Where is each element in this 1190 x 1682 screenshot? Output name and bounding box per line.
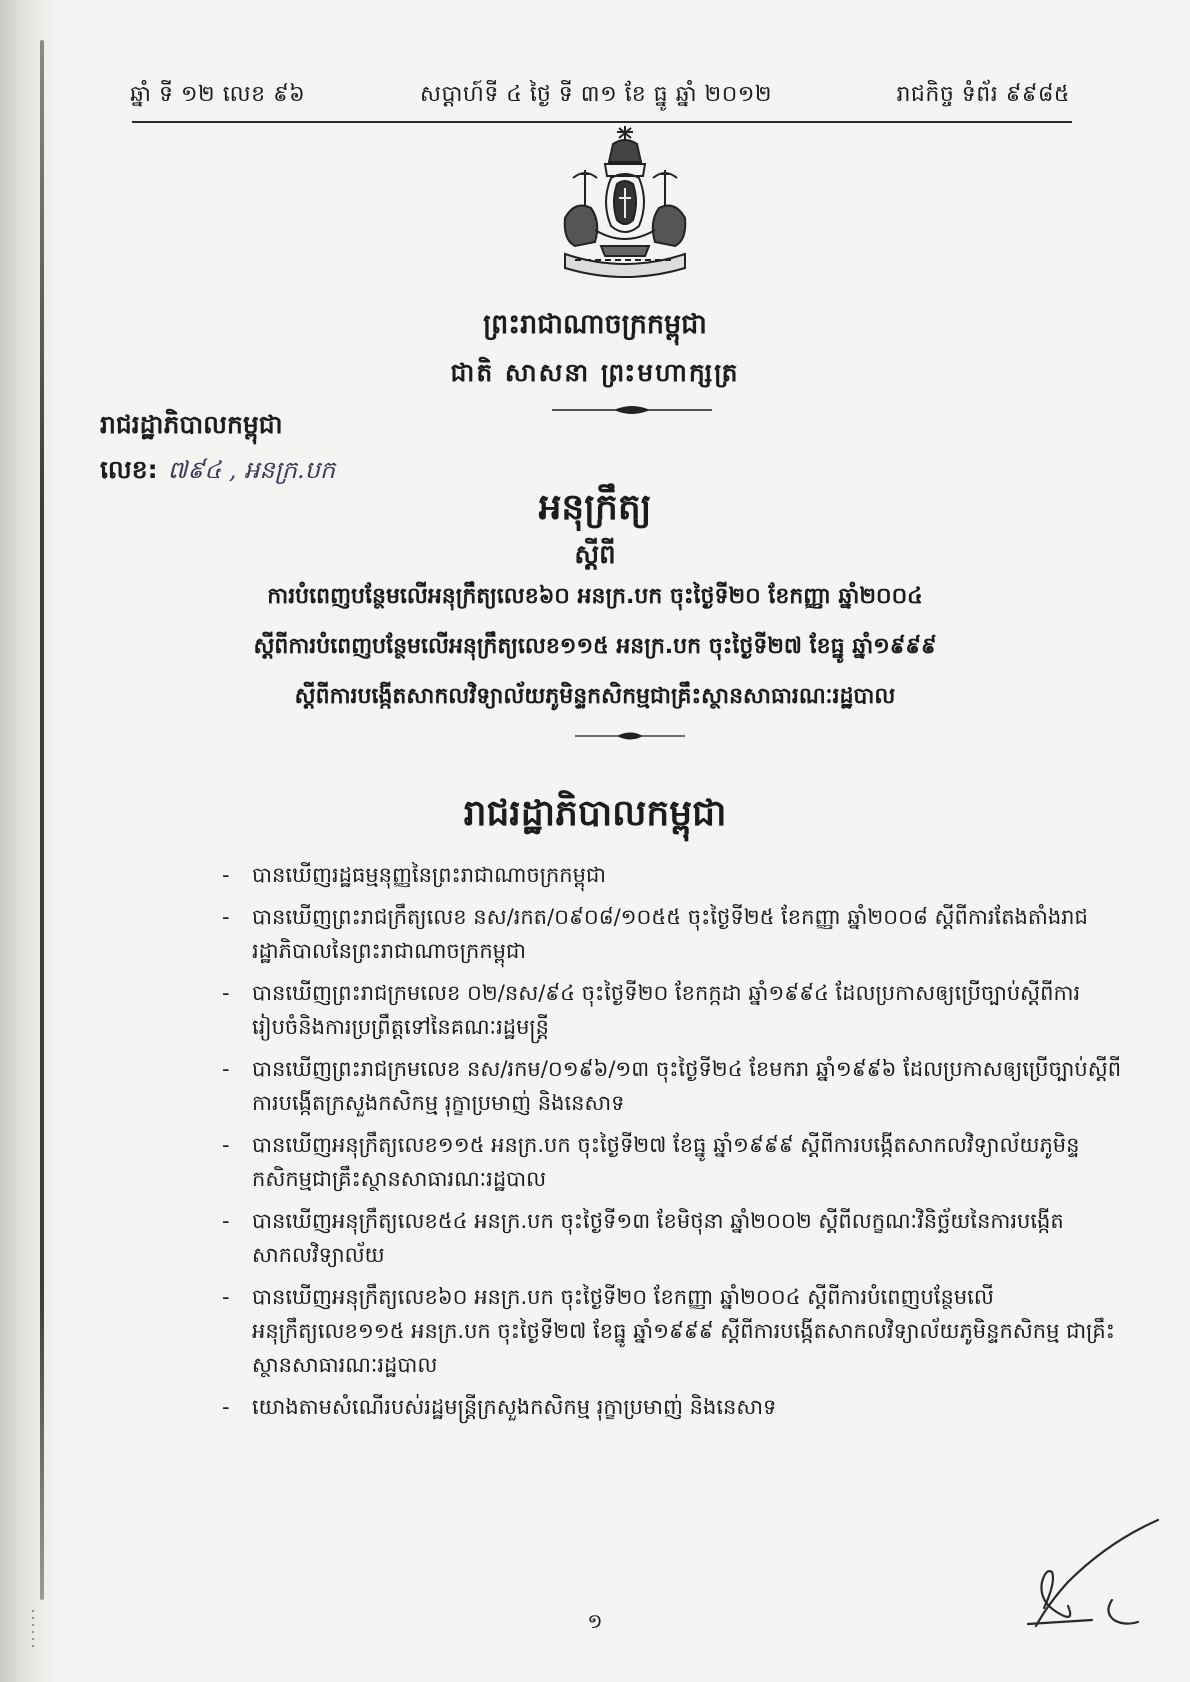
list-item bbox=[222, 900, 1122, 968]
list-item-text: បានឃើញព្រះរាជក្រមលេខ ០២/នស/៩៤ ចុះថ្ងៃទី២០ ខែកក្កដា ឆ្នាំ១៩៩៤ ដែលប្រកាសឲ្យប្រើច្បាប់ស្តីពីការរៀបចំនិងការប្រព្រឹត្តទៅនៃគណៈរដ្ឋមន្ត្រី bbox=[252, 981, 1081, 1039]
list-bullet: - bbox=[222, 905, 230, 929]
body-title: រាជរដ្ឋាភិបាលកម្ពុជា bbox=[463, 793, 727, 834]
issuing-authority: រាជរដ្ឋាភិបាលកម្ពុជា bbox=[100, 410, 283, 439]
list-bullet: - bbox=[222, 863, 230, 887]
considerations-list bbox=[222, 858, 1122, 1432]
royal-coat-of-arms-icon bbox=[545, 122, 705, 290]
list-item bbox=[222, 858, 1122, 892]
subject-line: ស្តីពីការបំពេញបន្ថែមលើអនុក្រឹត្យលេខ១១៥ អនក្រ.បក ចុះថ្ងៃទី២៧ ខែធ្នូ ឆ្នាំ១៩៩៩ bbox=[253, 634, 937, 659]
gazette-date: សប្តាហ៍ទី ៤ ថ្ងៃ ទី ៣១ ខែ ធ្នូ ឆ្នាំ ២០១២ bbox=[420, 82, 773, 107]
list-bullet: - bbox=[222, 1395, 230, 1419]
list-item bbox=[222, 1204, 1122, 1272]
national-motto: ជាតិ សាសនា ព្រះមហាក្សត្រ bbox=[450, 358, 740, 387]
gazette-page: រាជកិច្ច ទំព័រ ៩៩៨៥ bbox=[896, 82, 1070, 107]
list-bullet: - bbox=[222, 981, 230, 1005]
ornament-divider bbox=[552, 402, 712, 418]
gazette-issue: ឆ្នាំ ទី ១២ លេខ ៩៦ bbox=[130, 82, 306, 107]
list-item-text: បានឃើញព្រះរាជក្រមលេខ នស/រកម/០១៩៦/១៣ ចុះថ្ងៃទី២៤ ខែមករា ឆ្នាំ១៩៩៦ ដែលប្រកាសឲ្យប្រើច្បាប់ស្តីពីការបង្កើតក្រសួងកសិកម្ម រុក្ខាប្រមាញ់ និងនេសាទ bbox=[252, 1057, 1122, 1115]
list-item bbox=[222, 976, 1122, 1044]
list-item-text: បានឃើញអនុក្រឹត្យលេខ៦០ អនក្រ.បក ចុះថ្ងៃទី២០ ខែកញ្ញា ឆ្នាំ២០០៤ ស្តីពីការបំពេញបន្ថែមលើអនុក្រឹត្យលេខ១១៥ អនក្រ.បក ចុះថ្ងៃទី២៧ ខែធ្នូ ឆ្នាំ១៩៩៩ ស្តីពីការបង្កើតសាកលវិទ្យាល័យភូមិន្ទកសិកម្ម ជាគ្រឹះស្ថានសាធារណៈរដ្ឋបាល bbox=[252, 1285, 1115, 1377]
gazette-header bbox=[130, 72, 1070, 112]
list-item bbox=[222, 1280, 1122, 1382]
document-type: អនុក្រឹត្យ bbox=[538, 487, 652, 528]
page-number: ១ bbox=[587, 1609, 603, 1633]
list-item bbox=[222, 1390, 1122, 1424]
subject-line: ស្តីពីការបង្កើតសាកលវិទ្យាល័យភូមិន្ទកសិកម្មជាគ្រឹះស្ថានសាធារណៈរដ្ឋបាល bbox=[294, 684, 896, 709]
handwritten-initials-icon bbox=[1008, 1512, 1168, 1632]
subject-line: ការបំពេញបន្ថែមលើអនុក្រឹត្យលេខ៦០ អនក្រ.បក ចុះថ្ងៃទី២០ ខែកញ្ញា ឆ្នាំ២០០៤ bbox=[267, 584, 923, 609]
list-item-text: បានឃើញអនុក្រឹត្យលេខ១១៥ អនក្រ.បក ចុះថ្ងៃទី២៧ ខែធ្នូ ឆ្នាំ១៩៩៩ ស្តីពីការបង្កើតសាកលវិទ្យាល័យភូមិន្ទកសិកម្មជាគ្រឹះស្ថានសាធារណៈរដ្ឋបាល bbox=[252, 1133, 1080, 1191]
list-item bbox=[222, 1052, 1122, 1120]
kingdom-name: ព្រះរាជាណាចក្រកម្ពុជា bbox=[483, 309, 707, 340]
list-item-text: បានឃើញអនុក្រឹត្យលេខ៥៤ អនក្រ.បក ចុះថ្ងៃទី១៣ ខែមិថុនា ឆ្នាំ២០០២ ស្តីពីលក្ខណៈវិនិច្ឆ័យនៃការបង្កើតសាកលវិទ្យាល័យ bbox=[252, 1209, 1064, 1267]
list-item-text: យោងតាមសំណើរបស់រដ្ឋមន្ត្រីក្រសួងកសិកម្ម រុក្ខាប្រមាញ់ និងនេសាទ bbox=[252, 1395, 777, 1419]
list-item bbox=[222, 1128, 1122, 1196]
list-bullet: - bbox=[222, 1209, 230, 1233]
list-bullet: - bbox=[222, 1285, 230, 1309]
list-bullet: - bbox=[222, 1133, 230, 1157]
ornament-divider bbox=[575, 728, 685, 744]
reference-label: លេខ: bbox=[100, 455, 158, 484]
list-item-text: បានឃើញរដ្ឋធម្មនុញ្ញនៃព្រះរាជាណាចក្រកម្ពុជា bbox=[252, 863, 606, 887]
list-bullet: - bbox=[222, 1057, 230, 1081]
subject-label: ស្តីពី bbox=[574, 540, 616, 570]
reference-value: ៧៩៤ , អនក្រ.បក bbox=[167, 456, 336, 484]
list-item-text: បានឃើញព្រះរាជក្រឹត្យលេខ នស/រកត/០៩០៨/១០៥៥ ចុះថ្ងៃទី២៥ ខែកញ្ញា ឆ្នាំ២០០៨ ស្តីពីការតែងតាំងរាជរដ្ឋាភិបាលនៃព្រះរាជាណាចក្រកម្ពុជា bbox=[252, 905, 1088, 963]
